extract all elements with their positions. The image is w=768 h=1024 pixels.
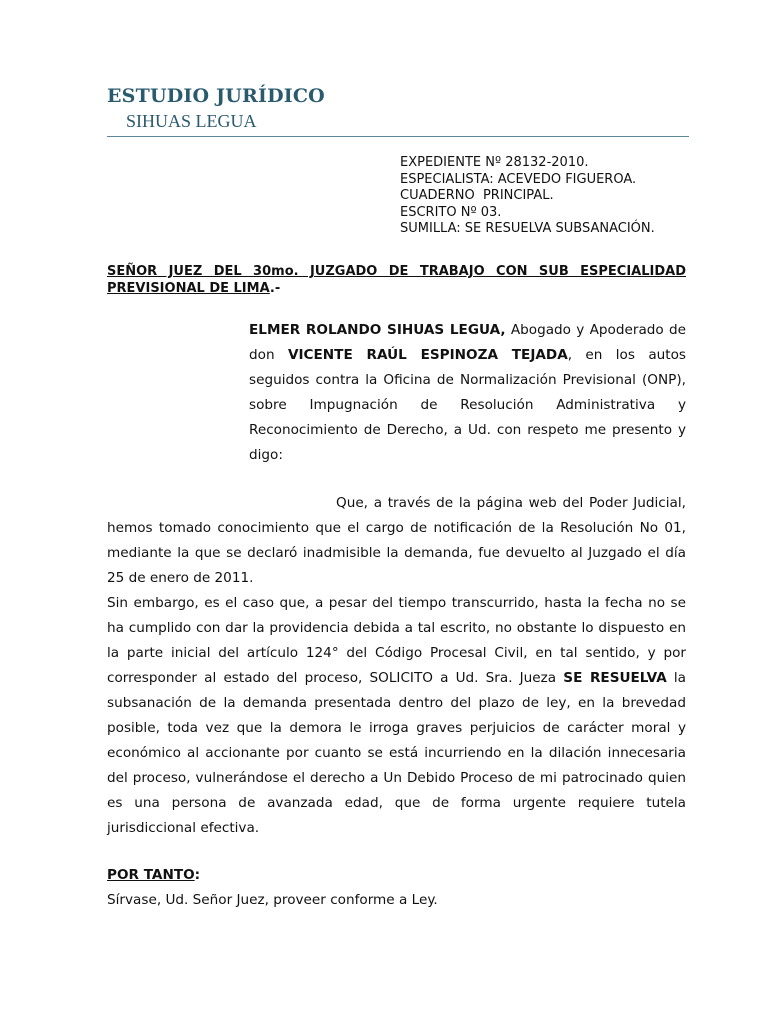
client-name: VICENTE RAÚL ESPINOZA TEJADA xyxy=(287,347,568,363)
intro-text-2: , en los autos seguidos contra la Oficina de Normalización Previsional (ONP), sobre Impugnación de Resolución Administrativa y Reconocimiento de Derecho, a Ud. con respeto me presento y digo: xyxy=(249,347,687,463)
por-tanto-suffix: : xyxy=(194,867,201,883)
case-notebook: CUADERNO PRINCIPAL. xyxy=(400,188,554,203)
request-emphasis: SE RESUELVA xyxy=(563,670,667,686)
letterhead xyxy=(107,84,689,134)
body-paragraph-1 xyxy=(107,491,686,591)
case-info-block xyxy=(400,155,655,238)
addressee-suffix: .- xyxy=(269,280,281,296)
por-tanto-label: POR TANTO xyxy=(107,867,195,883)
letterhead-divider xyxy=(107,136,689,137)
addressee-text: SEÑOR JUEZ DEL 30mo. JUZGADO DE TRABAJO CON SUB ESPECIALIDAD PREVISIONAL DE LIMA xyxy=(107,264,686,296)
case-writ-number: ESCRITO Nº 03. xyxy=(400,204,502,220)
firm-name: ESTUDIO JURÍDICO xyxy=(107,85,325,107)
intro-text-1: Abogado y Apoderado de don xyxy=(249,322,686,363)
body-paragraph-1-text: Que, a través de la página web del Poder Judicial, hemos tomado conocimiento que el cargo de notificación de la Resolución No 01, mediante la que se declaró inadmisible la demanda, fue devuelto al Juzgado el día 25 de enero de 2011. xyxy=(107,495,686,586)
lawyer-name: ELMER ROLANDO SIHUAS LEGUA, xyxy=(249,322,506,338)
intro-paragraph xyxy=(249,318,686,468)
body-paragraph-2-text-2: la subsanación de la demanda presentada dentro del plazo de ley, en la brevedad posible, toda vez que la demora le irroga graves perjuicios de carácter moral y económico al accionante por cuanto se está incurriendo en la dilación innecesaria del proceso, vulnerándose el derecho a Un Debido Proceso de mi patrocinado quien es una persona de avanzada edad, que de forma urgente requiere tutela jurisdiccional efectiva. xyxy=(107,670,686,836)
por-tanto-heading xyxy=(107,863,200,888)
case-specialist: ESPECIALISTA: ACEVEDO FIGUEROA. xyxy=(400,171,637,187)
body-paragraph-2-text-1: Sin embargo, es el caso que, a pesar del tiempo transcurrido, hasta la fecha no se ha cumplido con dar la providencia debida a tal escrito, no obstante lo dispuesto en la parte inicial del artículo 124° del Código Procesal Civil, en tal sentido, y por corresponder al estado del proceso, SOLICITO a Ud. Sra. Jueza xyxy=(107,595,686,686)
firm-subtitle: SIHUAS LEGUA xyxy=(126,111,257,131)
addressee xyxy=(107,264,686,297)
body-paragraph-2 xyxy=(107,591,686,841)
case-summary: SUMILLA: SE RESUELVA SUBSANACIÓN. xyxy=(400,221,655,236)
body-section xyxy=(107,491,686,841)
case-number: EXPEDIENTE Nº 28132-2010. xyxy=(400,155,589,170)
closing-line: Sírvase, Ud. Señor Juez, proveer conforme a Ley. xyxy=(107,892,438,908)
